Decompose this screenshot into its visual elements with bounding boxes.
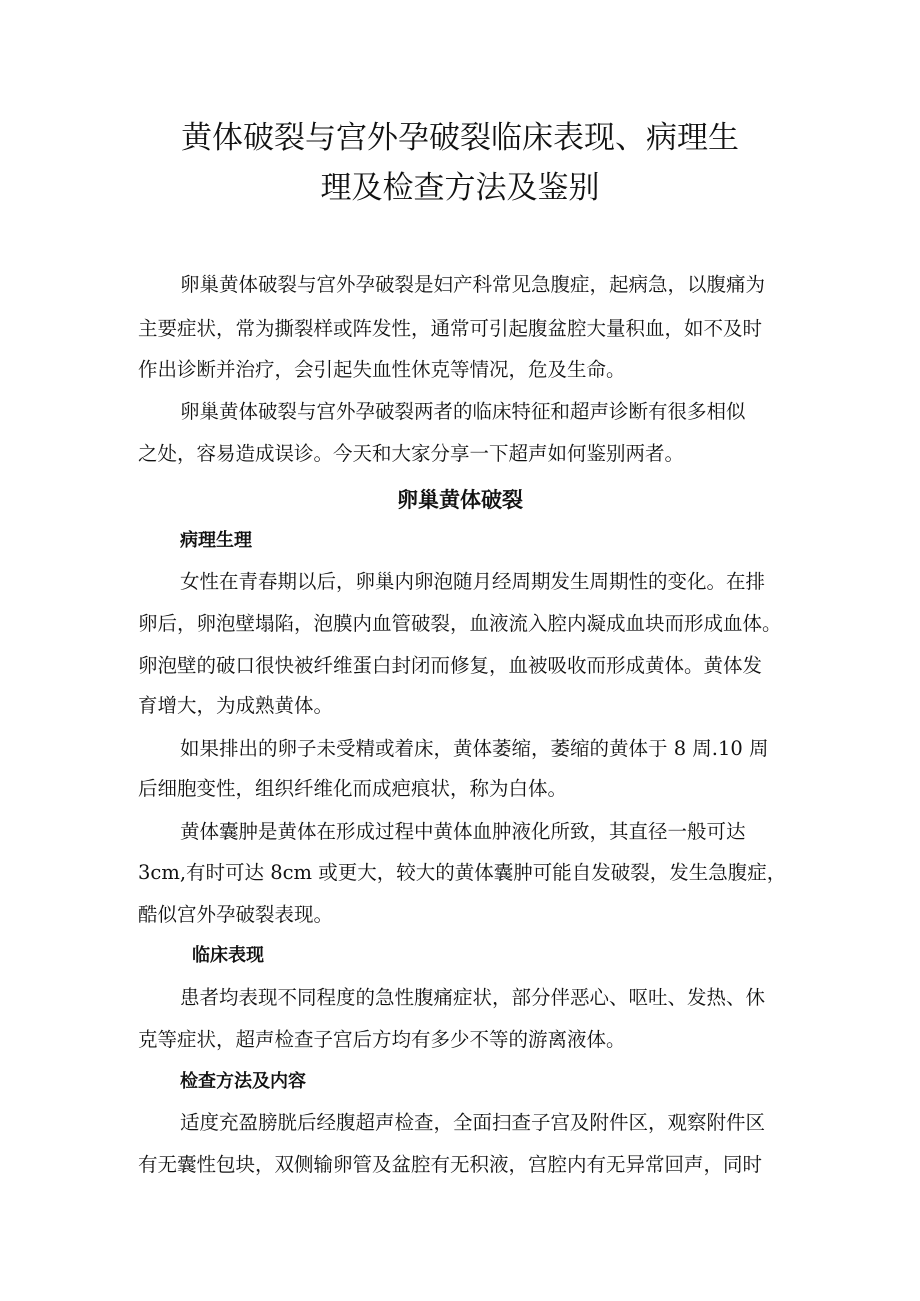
section-title: 卵巢黄体破裂 xyxy=(397,488,523,512)
text-line: 育增大，为成熟黄体。 xyxy=(138,694,334,717)
subheading-clinical: 临床表现 xyxy=(192,945,264,966)
text-line: 卵巢黄体破裂与宫外孕破裂两者的临床特征和超声诊断有很多相似 xyxy=(180,400,746,423)
subheading-pathology: 病理生理 xyxy=(180,530,252,551)
text-line: 有无囊性包块，双侧输卵管及盆腔有无积液，宫腔内有无异常回声，同时 xyxy=(138,1153,763,1176)
text-line: 适度充盈膀胱后经腹超声检查，全面扫查子宫及附件区，观察附件区 xyxy=(180,1111,766,1134)
text-line: 卵巢黄体破裂与宫外孕破裂是妇产科常见急腹症，起病急，以腹痛为 xyxy=(180,273,766,296)
subheading-exam: 检查方法及内容 xyxy=(180,1071,306,1092)
text-line: 酷似宫外孕破裂表现。 xyxy=(138,903,334,926)
text-line: 后细胞变性，组织纤维化而成疤痕状，称为白体。 xyxy=(138,777,568,800)
text-line: 3cm,有时可达 8cm 或更大，较大的黄体囊肿可能自发破裂，发生急腹症， xyxy=(138,861,787,884)
text-line: 克等症状，超声检查子宫后方均有多少不等的游离液体。 xyxy=(138,1028,626,1051)
text-line: 卵泡壁的破口很快被纤维蛋白封闭而修复，血被吸收而形成黄体。黄体发 xyxy=(138,654,763,677)
document-title-line-2: 理及检查方法及鉴别 xyxy=(320,170,600,206)
text-line: 之处，容易造成误诊。今天和大家分享一下超声如何鉴别两者。 xyxy=(138,442,685,465)
document-title-line-1: 黄体破裂与宫外孕破裂临床表现、病理生 xyxy=(181,120,739,156)
text-line: 主要症状，常为撕裂样或阵发性，通常可引起腹盆腔大量积血，如不及时 xyxy=(138,317,763,340)
text-line: 如果排出的卵子未受精或着床，黄体萎缩，萎缩的黄体于 8 周.10 周 xyxy=(180,737,769,760)
text-line: 卵后，卵泡壁塌陷，泡膜内血管破裂，血液流入腔内凝成血块而形成血体。 xyxy=(138,612,782,635)
text-line: 黄体囊肿是黄体在形成过程中黄体血肿液化所致，其直径一般可达 xyxy=(180,820,746,843)
text-line: 作出诊断并治疗，会引起失血性休克等情况，危及生命。 xyxy=(138,358,626,381)
text-line: 女性在青春期以后，卵巢内卵泡随月经周期发生周期性的变化。在排 xyxy=(180,570,766,593)
text-line: 患者均表现不同程度的急性腹痛症状，部分伴恶心、呕吐、发热、休 xyxy=(180,986,766,1009)
